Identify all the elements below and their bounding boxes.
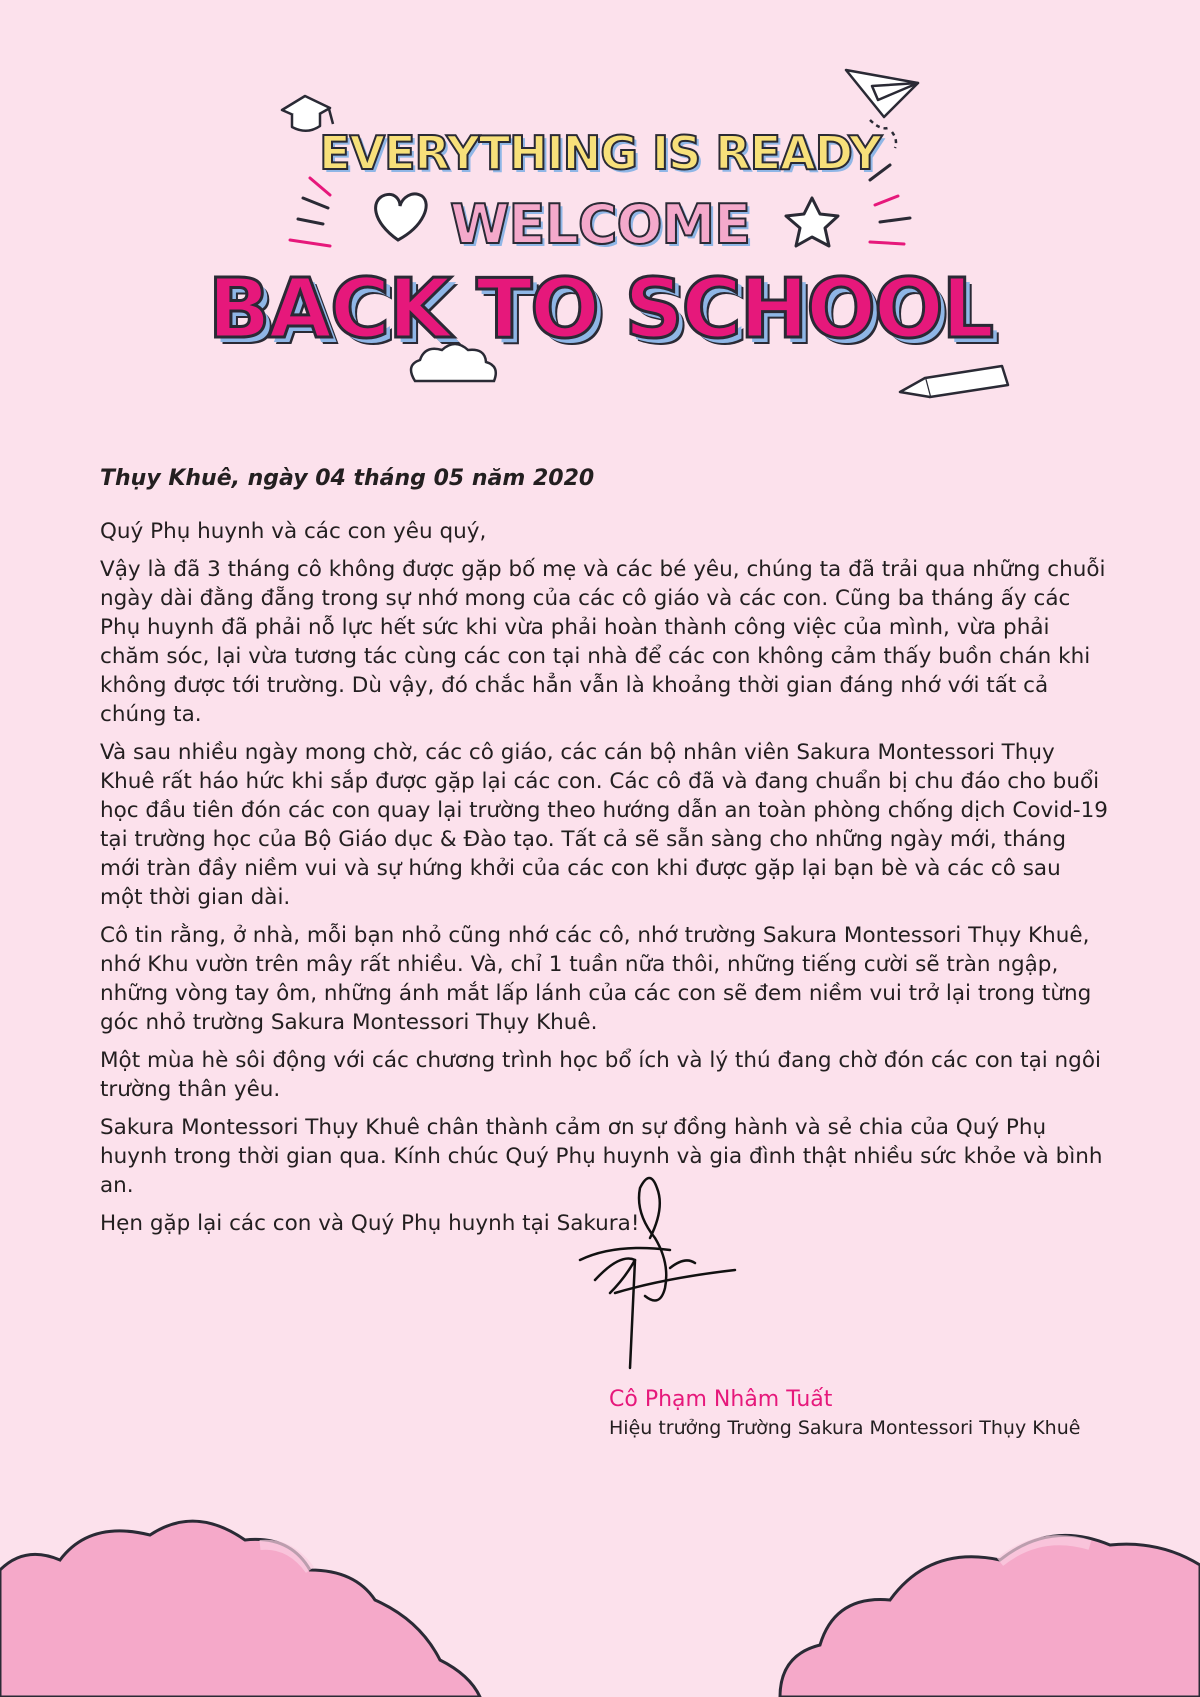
letter-paragraph: Sakura Montessori Thụy Khuê chân thành cảm ơn sự đồng hành và sẻ chia của Quý Phụ huynh trong thời gian qua. Kính chúc Quý Phụ huynh và gia đình thật nhiều sức khỏe và bình an. xyxy=(100,1115,1103,1198)
letter-date: Thụy Khuê, ngày 04 tháng 05 năm 2020 xyxy=(100,466,595,491)
letter-paragraph: Và sau nhiều ngày mong chờ, các cô giáo, các cán bộ nhân viên Sakura Montessori Thụy Khuê rất háo hức khi sắp được gặp lại các con. Các cô đã và đang chuẩn bị chu đáo cho buổi học đầu tiên đón các con quay lại trường theo hướng dẫn an toàn phòng chống dịch Covid-19 tại trường học của Bộ Giáo dục & Đào tạo. Tất cả sẽ sẵn sàng cho những ngày mới, tháng mới tràn đầy niềm vui và sự hứng khởi của các con khi được gặp lại bạn bè và các cô sau một thời gian dài. xyxy=(100,740,1108,910)
headline-welcome: WELCOME xyxy=(449,193,751,256)
handwritten-signature xyxy=(575,1168,745,1378)
signer-name: Cô Phạm Nhâm Tuất xyxy=(609,1387,833,1412)
signer-title: Hiệu trưởng Trường Sakura Montessori Thụy Khuê xyxy=(609,1417,1081,1439)
headline-back-to-school: BACK TO SCHOOL xyxy=(208,262,992,357)
letter-paragraph: Vậy là đã 3 tháng cô không được gặp bố mẹ và các bé yêu, chúng ta đã trải qua những chuỗi ngày dài đằng đẵng trong sự nhớ mong của các cô giáo và các con. Cũng ba tháng ấy các Phụ huynh đã phải nỗ lực hết sức khi vừa phải hoàn thành công việc của mình, vừa phải chăm sóc, lại vừa tương tác cùng các con tại nhà để các con không cảm thấy buồn chán khi không được tới trường. Dù vậy, đó chắc hẳn vẫn là khoảng thời gian đáng nhớ với tất cả chúng ta. xyxy=(100,557,1106,727)
signer-block xyxy=(609,1386,1080,1442)
letter-closing: Hẹn gặp lại các con và Quý Phụ huynh tại Sakura! xyxy=(100,1211,640,1236)
letter-greeting: Quý Phụ huynh và các con yêu quý, xyxy=(100,519,487,544)
cloud-left xyxy=(0,1521,480,1697)
pencil-icon xyxy=(900,366,1008,397)
letter-body xyxy=(100,464,1110,1247)
letter-paragraph: Một mùa hè sôi động với các chương trình học bổ ích và lý thú đang chờ đón các con tại ngôi trường thân yêu. xyxy=(100,1048,1101,1102)
headline-everything-is-ready: EVERYTHING IS READY xyxy=(319,126,881,180)
bottom-clouds xyxy=(0,1521,1200,1697)
letter-paragraph: Cô tin rằng, ở nhà, mỗi bạn nhỏ cũng nhớ các cô, nhớ trường Sakura Montessori Thụy Khuê, nhớ Khu vườn trên mây rất nhiều. Và, chỉ 1 tuần nữa thôi, những tiếng cười sẽ tràn ngập, những vòng tay ôm, những ánh mắt lấp lánh của các con sẽ đem niềm vui trở lại trong từng góc nhỏ trường Sakura Montessori Thụy Khuê. xyxy=(100,923,1092,1035)
cloud-right xyxy=(780,1535,1200,1697)
